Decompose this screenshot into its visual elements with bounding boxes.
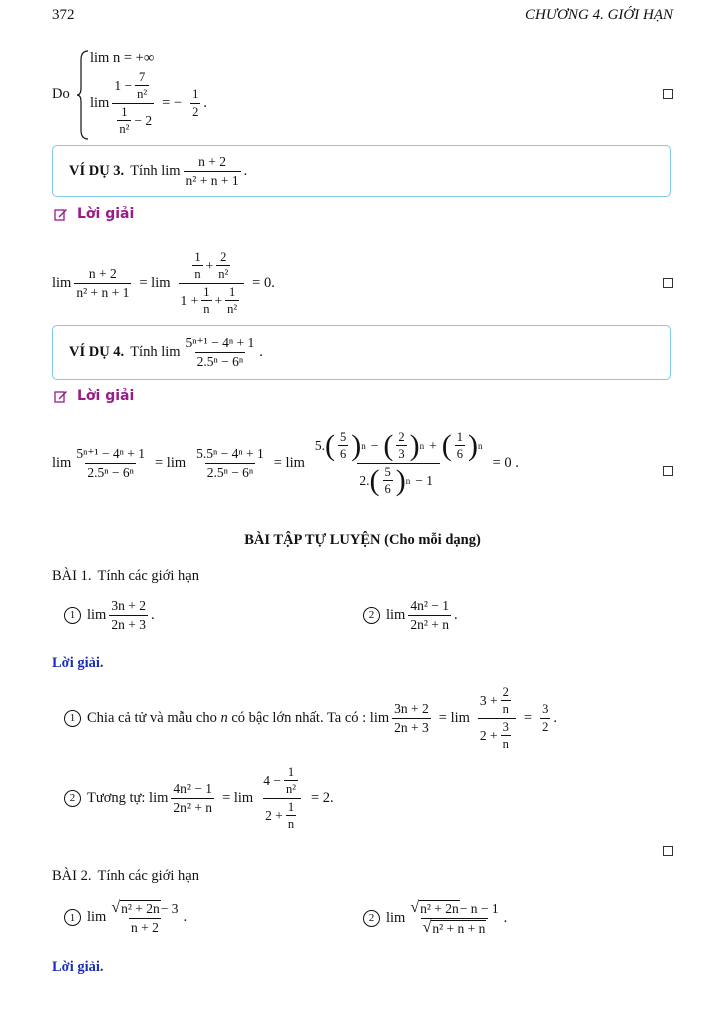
num-left: 4 − <box>263 773 281 789</box>
num-right: − n − 1 <box>459 900 499 916</box>
variable: n <box>220 709 228 726</box>
lim: lim <box>386 606 406 623</box>
equals: = <box>523 709 533 726</box>
big-fraction <box>261 765 303 832</box>
lim: lim <box>52 274 72 291</box>
solution-title: Lời giải <box>77 206 135 222</box>
period: . <box>259 344 263 360</box>
numerator: 1 <box>192 87 199 102</box>
exercise-text: Tính các giới hạn <box>97 568 199 584</box>
big-fraction <box>478 685 516 752</box>
exercise-label: BÀI 1. <box>52 568 92 584</box>
denominator: 3 <box>398 447 405 462</box>
bai-2-item-2 <box>363 900 507 936</box>
radicand: n² + 2n <box>121 901 160 916</box>
denominator: n² <box>285 782 296 797</box>
exercise-text: Tính các giới hạn <box>97 868 199 884</box>
result: = 0 . <box>492 454 519 471</box>
denominator: n² <box>227 302 238 317</box>
num-left: 1 − <box>114 78 133 94</box>
plus: + <box>429 438 437 454</box>
qed-square-icon <box>663 846 673 856</box>
denominator: 2.5ⁿ − 6ⁿ <box>196 354 244 369</box>
numerator: 1 <box>121 104 128 119</box>
big-fraction: 5. ( $\frac{5}{6}$ ) n − ( $\frac{2}{3}$ ) n + ( $\frac{1}{6}$ ) n 2. ( $\frac{5}{6}$ ) n − 1 <box>314 428 483 497</box>
example-label: VÍ DỤ 3. <box>69 162 125 179</box>
period: . <box>150 606 155 623</box>
qed-square-icon <box>663 466 673 476</box>
square-root-icon: √ n² + 2n <box>111 899 160 916</box>
numerator: 3n + 2 <box>111 598 146 613</box>
circled-number: 1 <box>64 607 81 624</box>
numerator: 1 <box>203 284 210 299</box>
do-line2 <box>90 70 207 137</box>
qed-square-icon <box>663 278 673 288</box>
denominator: 2 <box>192 104 199 119</box>
do-block <box>52 48 662 142</box>
square-root-icon: √ n² + 2n <box>410 899 459 916</box>
lim: lim <box>87 606 107 623</box>
text: Tương tự: lim <box>87 789 169 806</box>
denominator: n² + n + 1 <box>76 284 130 300</box>
denominator: n² + n + 1 <box>185 172 239 188</box>
bai-2-heading <box>52 868 199 885</box>
den-left: 2 + <box>479 727 498 743</box>
numerator: 3 <box>502 719 509 734</box>
bai-1-item-2 <box>363 598 458 632</box>
period: . <box>503 909 508 926</box>
minus-one: − 1 <box>415 472 434 488</box>
radicand: n² + n + n <box>432 920 486 936</box>
numerator: n + 2 <box>88 266 117 282</box>
period: . <box>183 909 188 926</box>
exercise-label: BÀI 2. <box>52 868 92 884</box>
equals: = − <box>162 94 183 111</box>
bai-1-heading <box>52 568 199 585</box>
denominator: n² <box>137 87 148 102</box>
big-fraction: $\frac{1}{n}$ + $\frac{2}{\text{n²}}$ 1 + $\frac{1}{n}$ + $\frac{1}{\text{n²}}$ <box>179 250 245 317</box>
denominator: 6 <box>384 482 391 497</box>
period: . <box>553 709 557 726</box>
example-4-box <box>52 325 671 380</box>
denominator: 2.5ⁿ − 6ⁿ <box>87 464 134 480</box>
denominator: 2n² + n <box>173 799 213 815</box>
period: . <box>243 162 248 179</box>
text: có bậc lớn nhất. Ta có : lim <box>231 709 390 726</box>
den-left: 2 + <box>265 807 283 823</box>
numerator: 2 <box>398 430 405 444</box>
minus: − <box>370 438 379 454</box>
equals-lim: = lim <box>139 274 171 291</box>
result: = 0. <box>252 274 275 291</box>
equals-lim: = lim <box>438 709 470 726</box>
denominator: n² <box>119 122 130 137</box>
example-label: VÍ DỤ 4. <box>69 344 125 360</box>
exercises-title: BÀI TẬP TỰ LUYỆN (Cho mỗi dạng) <box>244 532 481 548</box>
denominator: n <box>287 817 295 832</box>
numerator: 3n + 2 <box>394 701 429 717</box>
bai-1-solution-2 <box>64 765 339 832</box>
lim: lim <box>87 909 107 926</box>
coefficient: 5. <box>314 438 326 454</box>
numerator: 2 <box>220 250 227 264</box>
denominator: 2n + 3 <box>111 616 146 632</box>
do-line1: lim n = +∞ <box>90 50 155 66</box>
den-left: 1 + <box>180 292 199 308</box>
denominator: 2 <box>542 719 549 734</box>
loi-giai-2: Lời giải. <box>52 959 104 975</box>
denominator: 6 <box>340 447 347 462</box>
pencil-edit-icon <box>54 389 68 403</box>
circled-number: 1 <box>64 710 81 727</box>
period: . <box>203 94 207 111</box>
denominator: n <box>502 702 509 717</box>
bai-1-item-1 <box>64 598 155 632</box>
numerator: n + 2 <box>198 153 226 169</box>
qed-square-icon <box>663 89 673 99</box>
lim: lim <box>52 454 72 471</box>
numerator: 1 <box>287 765 295 779</box>
denominator: n <box>203 302 210 317</box>
numerator: 5ⁿ⁺¹ − 4ⁿ + 1 <box>76 446 145 462</box>
text: Chia cả tử và mẫu cho <box>87 709 217 726</box>
numerator: 4n² − 1 <box>410 598 450 613</box>
numerator: 1 <box>287 799 295 814</box>
do-word: Do <box>52 86 70 102</box>
den-right: − 2 <box>134 112 153 128</box>
numerator: 5ⁿ⁺¹ − 4ⁿ + 1 <box>185 335 255 351</box>
circled-number: 2 <box>363 910 380 927</box>
chapter-title: CHƯƠNG 4. GIỚI HẠN <box>525 7 673 23</box>
num-left: 3 + <box>479 693 498 709</box>
loi-giai-1: Lời giải. <box>52 655 104 671</box>
coefficient: 2. <box>359 472 370 488</box>
equals-lim: = lim <box>273 454 305 471</box>
denominator: n² <box>218 267 229 282</box>
numerator: 7 <box>138 70 146 84</box>
pencil-edit-icon <box>54 207 68 221</box>
numerator: 1 <box>456 430 464 444</box>
solution-4-equation <box>52 430 524 497</box>
equals-lim: = lim <box>155 454 187 471</box>
example-3-box <box>52 145 671 197</box>
circled-number: 2 <box>363 607 380 624</box>
square-root-icon: √ n² + n + n <box>422 918 486 936</box>
numerator: 3 <box>542 702 549 717</box>
denominator: n + 2 <box>131 919 159 935</box>
num-right: − 3 <box>160 900 179 916</box>
example-text: Tính lim <box>130 162 181 179</box>
plus: + <box>205 258 214 274</box>
lim: lim <box>386 909 406 926</box>
circled-number: 2 <box>64 790 81 807</box>
page-number: 372 <box>52 7 75 23</box>
solution-3-equation <box>52 250 280 317</box>
numerator: 1 <box>229 284 236 299</box>
denominator: 2n² + n <box>410 616 450 632</box>
numerator: 5.5ⁿ − 4ⁿ + 1 <box>196 446 264 462</box>
circled-number: 1 <box>64 909 81 926</box>
result: = 2. <box>310 789 334 806</box>
bai-2-item-1 <box>64 900 187 935</box>
solution-heading-3 <box>54 206 134 222</box>
numerator: 2 <box>502 685 509 699</box>
lim: lim <box>90 94 110 111</box>
example-text: Tính lim <box>130 344 181 360</box>
numerator: 1 <box>194 250 201 264</box>
denominator: n <box>502 737 509 752</box>
bai-1-solution-1 <box>64 685 557 752</box>
equals-lim: = lim <box>222 789 254 806</box>
solution-heading-4 <box>54 388 134 404</box>
fraction <box>112 70 154 137</box>
denominator: n <box>194 267 201 282</box>
numerator: 5 <box>384 464 391 479</box>
period: . <box>454 606 458 623</box>
numerator: 4n² − 1 <box>173 781 213 797</box>
denominator: 2n + 3 <box>394 719 429 735</box>
denominator: 6 <box>456 447 464 462</box>
denominator: 2.5ⁿ − 6ⁿ <box>206 464 254 480</box>
numerator: 5 <box>340 430 347 444</box>
brace-icon <box>76 50 90 140</box>
radicand: n² + 2n <box>420 901 459 916</box>
solution-title: Lời giải <box>77 388 135 404</box>
